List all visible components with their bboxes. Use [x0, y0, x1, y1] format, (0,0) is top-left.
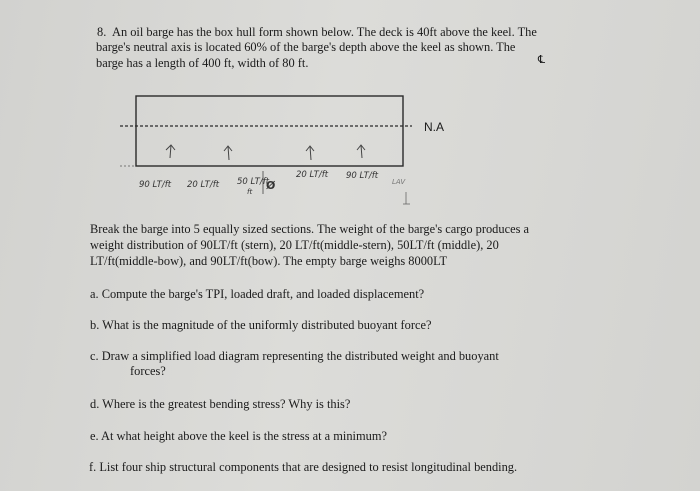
question-c: c. Draw a simplified load diagram representing the distributed weight and buoyant: [90, 349, 499, 363]
load-arrow: [357, 145, 365, 158]
intro-line-2: barge's neutral axis is located 60% of the barge's depth above the keel as shown. The: [96, 40, 516, 54]
body-line-3: LT/ft(middle-bow), and 90LT/ft(bow). The empty barge weighs 8000LT: [90, 254, 448, 268]
hand-note-bow-weight: 90 LT/ft: [346, 171, 379, 181]
centerline-symbol: ℄: [538, 54, 546, 66]
intro-line-1: An oil barge has the box hull form shown below. The deck is 40ft above the keel. The: [112, 25, 537, 39]
hand-note-middle-bow-weight: 20 LT/ft: [296, 170, 329, 180]
neutral-axis-label: N.A: [424, 120, 445, 134]
question-e: e. At what height above the keel is the stress at a minimum?: [90, 429, 387, 443]
question-b: b. What is the magnitude of the uniformly distributed buoyant force?: [90, 318, 432, 332]
hand-note-middle-weight: 50 LT/ft: [237, 177, 270, 187]
hand-note-middle-stern-weight: 20 LT/ft: [187, 180, 220, 190]
load-arrow: [224, 146, 232, 160]
body-line-2: weight distribution of 90LT/ft (stern), 20 LT/ft(middle-stern), 50LT/ft (middle), 20: [90, 238, 499, 252]
question-d: d. Where is the greatest bending stress? Why is this?: [90, 397, 351, 411]
load-arrow: [306, 146, 314, 160]
problem-number: 8.: [97, 25, 107, 39]
question-c-continued: forces?: [130, 364, 166, 378]
question-f: f. List four ship structural components that are designed to resist longitudinal bending.: [89, 460, 518, 474]
hull-rectangle: [136, 96, 403, 166]
hand-note-center-mark: Ø: [266, 179, 276, 192]
hand-note-right-mark: LAV: [392, 178, 406, 186]
question-a: a. Compute the barge's TPI, loaded draft, and loaded displacement?: [90, 287, 425, 301]
body-line-1: Break the barge into 5 equally sized sections. The weight of the barge's cargo produces a: [90, 222, 529, 236]
hand-note-middle-unit: ft: [247, 188, 253, 196]
hand-note-stern-weight: 90 LT/ft: [139, 180, 172, 190]
intro-line-3: barge has a length of 400 ft, width of 80 ft.: [96, 56, 309, 70]
load-arrow: [166, 145, 175, 158]
